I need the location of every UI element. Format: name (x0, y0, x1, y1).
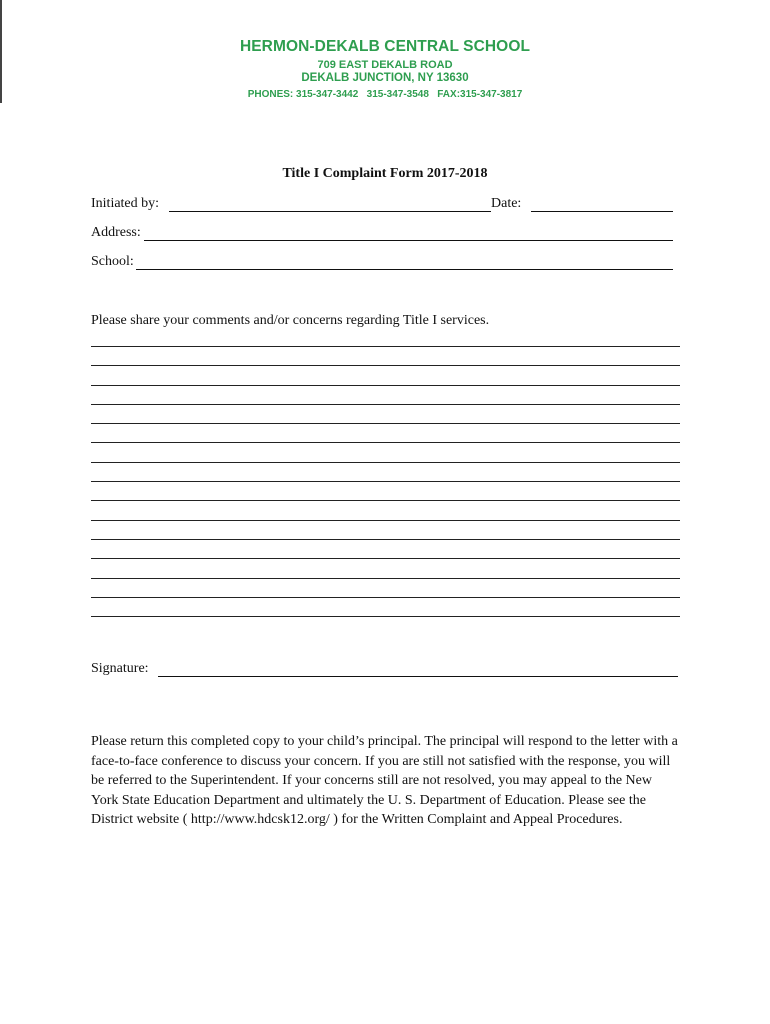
comment-line[interactable] (91, 442, 680, 443)
school-name: HERMON-DEKALB CENTRAL SCHOOL (239, 38, 531, 55)
initiated-by-field[interactable] (169, 211, 491, 212)
signature-row (91, 659, 681, 679)
school-label: School: (91, 254, 134, 269)
comment-line[interactable] (91, 404, 680, 405)
instructions-paragraph: Please return this completed copy to your child’s principal. The principal will respond to the letter with a face-to-face conference to discuss your concern. If you are still not satisfied with the response, you will be referred to the Superintendent. If your concerns still are not resolved, you may appeal to the New York State Education Department and ultimately the U. S. Department of Education. Please see the District website ( http://www.hdcsk12.org/ ) for the Written Complaint and Appeal Procedures. (91, 734, 678, 827)
comments-area[interactable] (91, 346, 680, 635)
initiated-by-label: Initiated by: (91, 196, 160, 211)
date-label: Date: (491, 196, 522, 211)
comment-line[interactable] (91, 462, 680, 463)
signature-label: Signature: (91, 661, 149, 676)
address-field[interactable] (144, 240, 673, 241)
comment-line[interactable] (91, 520, 680, 521)
form-title: Title I Complaint Form 2017-2018 (282, 166, 488, 181)
address-label: Address: (91, 225, 141, 240)
comment-line[interactable] (91, 500, 680, 501)
signature-field[interactable] (158, 676, 678, 677)
comment-line[interactable] (91, 578, 680, 579)
school-row (91, 252, 676, 272)
comment-line[interactable] (91, 346, 680, 347)
comment-line[interactable] (91, 365, 680, 366)
comment-line[interactable] (91, 423, 680, 424)
address-row (91, 223, 676, 243)
initiated-by-row (91, 194, 676, 214)
comment-line[interactable] (91, 481, 680, 482)
page-edge-mark (0, 0, 2, 103)
school-phones: PHONES: 315-347-3442 315-347-3548 FAX:315-347-3817 (247, 89, 523, 100)
comment-line[interactable] (91, 597, 680, 598)
comment-line[interactable] (91, 616, 680, 617)
date-field[interactable] (531, 211, 673, 212)
school-street: 709 EAST DEKALB ROAD (317, 59, 453, 71)
comment-line[interactable] (91, 558, 680, 559)
comment-line[interactable] (91, 539, 680, 540)
comments-prompt: Please share your comments and/or concerns regarding Title I services. (91, 313, 490, 328)
school-field[interactable] (136, 269, 673, 270)
comment-line[interactable] (91, 385, 680, 386)
school-city: DEKALB JUNCTION, NY 13630 (301, 72, 469, 84)
